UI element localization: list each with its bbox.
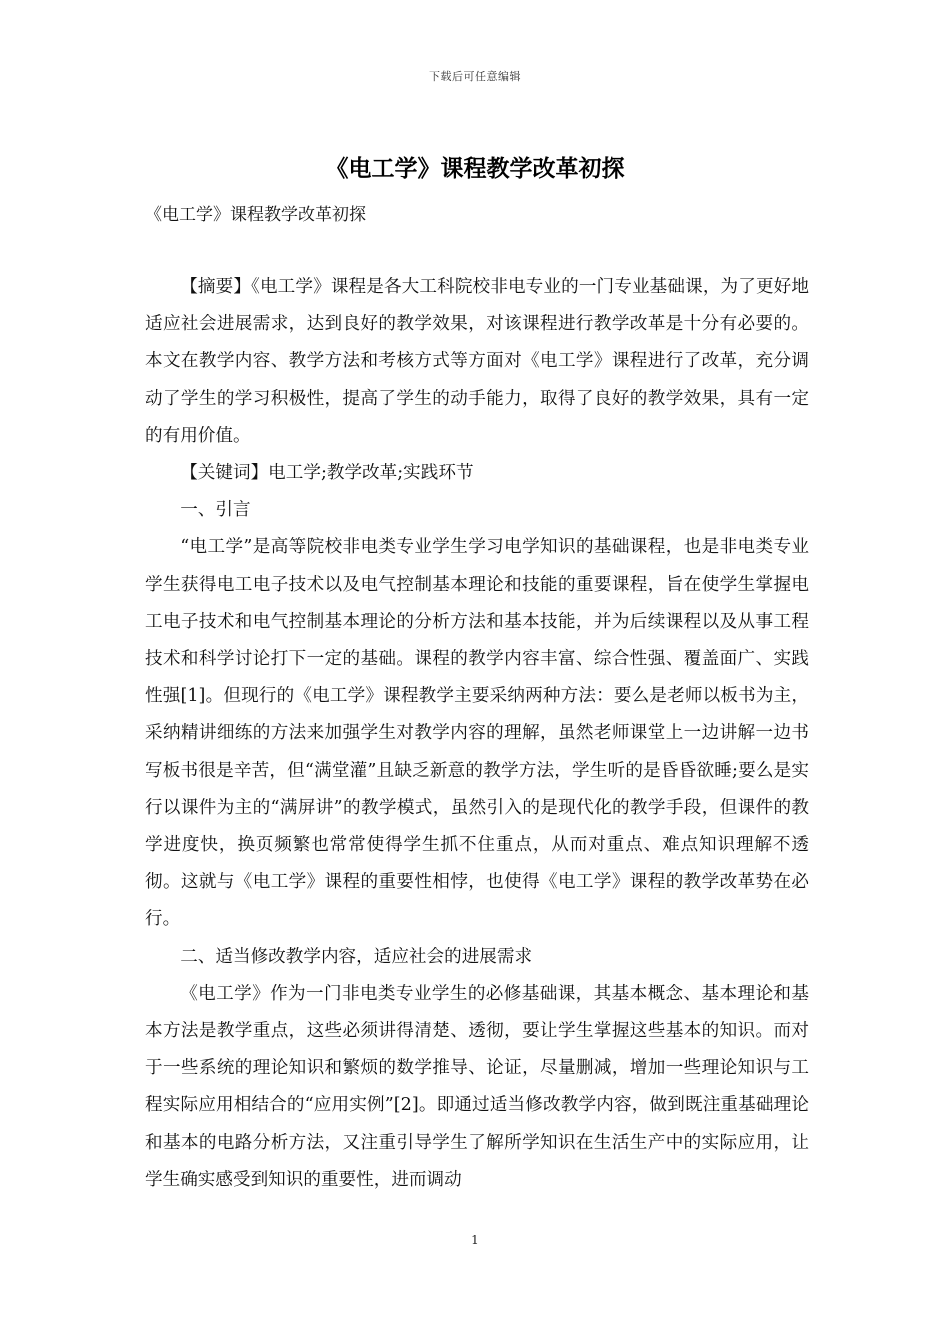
abstract-paragraph: 【摘要】《电工学》课程是各大工科院校非电专业的一门专业基础课，为了更好地适应社会进展需求，达到良好的教学效果，对该课程进行教学改革是十分有必要的。本文在教学内容、教学方法和考核方式等方面对《电工学》课程进行了改革，充分调动了学生的学习积极性，提高了学生的动手能力，取得了良好的教学效果，具有一定的有用价值。 xyxy=(145,277,809,446)
content-paragraph: 《电工学》作为一门非电类专业学生的必修基础课，其基本概念、基本理论和基本方法是教学重点，这些必须讲得清楚、透彻，要让学生掌握这些基本的知识。而对于一些系统的理论知识和繁烦的数学推导、论证，尽量删减，增加一些理论知识与工程实际应用相结合的“应用实例”[2]。即通过适当修改教学内容，做到既注重基础理论和基本的电路分析方法，又注重引导学生了解所学知识在生活生产中的实际应用，让学生确实感受到知识的重要性，进而调动 xyxy=(145,983,809,1190)
keywords-paragraph: 【关键词】电工学;教学改革;实践环节 xyxy=(180,463,474,484)
document-title: 《电工学》课程教学改革初探 xyxy=(325,155,625,182)
document-subtitle: 《电工学》课程教学改革初探 xyxy=(145,205,366,225)
section-heading-intro: 一、引言 xyxy=(180,500,251,521)
section-heading-content: 二、适当修改教学内容，适应社会的进展需求 xyxy=(180,946,533,967)
document-body xyxy=(145,269,809,1199)
intro-paragraph: “电工学”是高等院校非电类专业学生学习电学知识的基础课程，也是非电类专业学生获得电工电子技术以及电气控制基本理论和技能的重要课程，旨在使学生掌握电工电子技术和电气控制基本理论的分析方法和基本技能，并为后续课程以及从事工程技术和科学讨论打下一定的基础。课程的教学内容丰富、综合性强、覆盖面广、实践性强[1]。但现行的《电工学》课程教学主要采纳两种方法：要么是老师以板书为主，采纳精讲细练的方法来加强学生对教学内容的理解，虽然老师课堂上一边讲解一边书写板书很是辛苦，但“满堂灌”且缺乏新意的教学方法，学生听的是昏昏欲睡;要么是实行以课件为主的“满屏讲”的教学模式，虽然引入的是现代化的教学手段，但课件的教学进度快，换页频繁也常常使得学生抓不住重点，从而对重点、难点知识理解不透彻。这就与《电工学》课程的重要性相悖，也使得《电工学》课程的教学改革势在必行。 xyxy=(145,537,809,930)
page-number: 1 xyxy=(471,1233,479,1247)
header-note: 下载后可任意编辑 xyxy=(429,70,521,83)
